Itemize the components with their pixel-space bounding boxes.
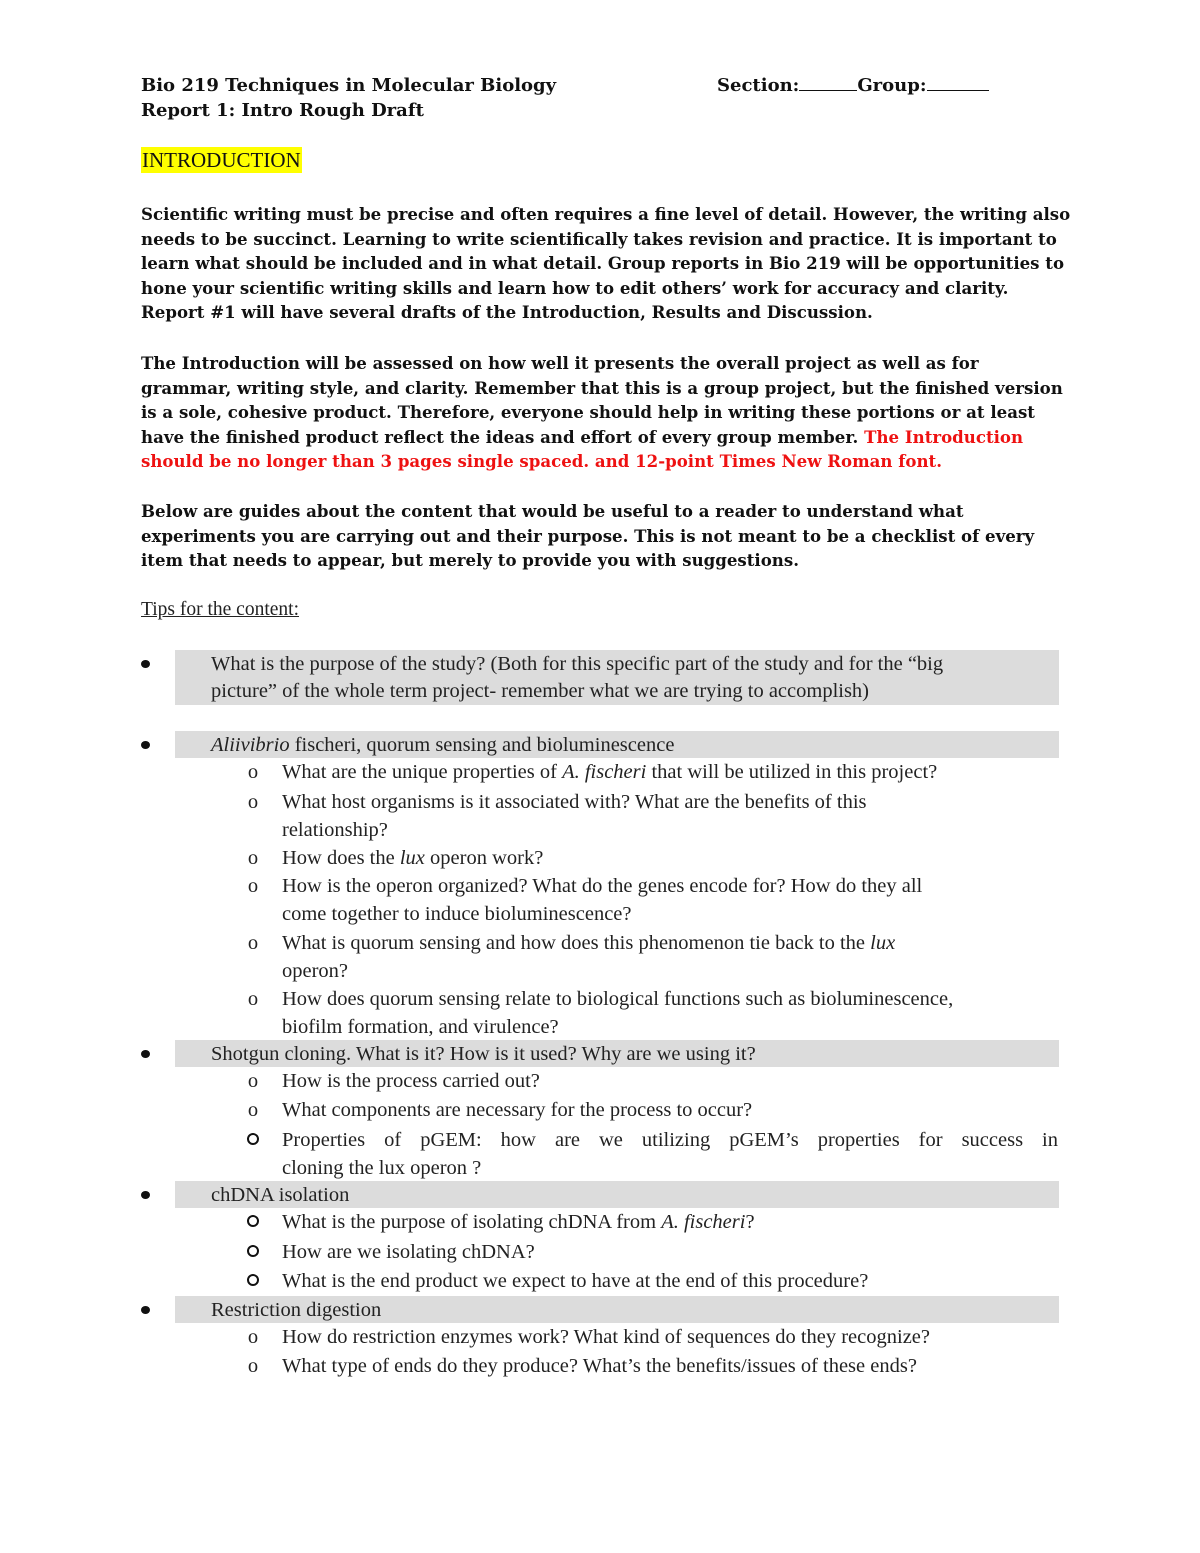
sub-text: operon work? xyxy=(424,847,544,869)
circle-bullet-icon: o xyxy=(247,791,259,813)
section-blank xyxy=(799,76,857,91)
bullet-dot-icon xyxy=(141,1191,150,1199)
paragraph-line: Below are guides about the content that would be useful to a reader to understand what xyxy=(141,501,964,521)
group-blank xyxy=(927,76,989,91)
bullet-line: What is the purpose of the study? (Both for this specific part of the study and for the “big xyxy=(211,653,944,675)
bullet-dot-icon xyxy=(141,741,150,749)
sub-item-text xyxy=(282,1126,1058,1182)
circle-bullet-icon: o xyxy=(247,988,259,1010)
paragraph-1 xyxy=(141,202,1071,325)
bullet-text: Shotgun cloning. What is it? How is it used? Why are we using it? xyxy=(211,1043,756,1065)
sub-line: relationship? xyxy=(282,819,388,841)
bullet-dot-icon xyxy=(141,1306,150,1314)
group-label: Group: xyxy=(857,75,927,96)
sub-item-text: How are we isolating chDNA? xyxy=(282,1241,535,1263)
paragraph-line: The Introduction will be assessed on how well it presents the overall project as well as for xyxy=(141,353,979,373)
paragraph-line: grammar, writing style, and clarity. Remember that this is a group project, but the finished version xyxy=(141,377,1063,398)
paragraph-line: experiments you are carrying out and their purpose. This is not meant to be a checklist of every xyxy=(141,525,1035,546)
sub-item-text xyxy=(282,985,953,1041)
sub-item-text xyxy=(282,1208,755,1236)
introduction-heading: INTRODUCTION xyxy=(142,148,301,172)
sub-line: How does quorum sensing relate to biological functions such as bioluminescence, xyxy=(282,988,954,1010)
sub-line: Properties of pGEM: how are we utilizing pGEM’s properties for success in xyxy=(282,1129,1058,1151)
sub-line: biofilm formation, and virulence? xyxy=(282,1016,559,1038)
sub-text: ? xyxy=(745,1211,755,1233)
length-requirement-text: should be no longer than 3 pages single spaced. and 12-point Times New Roman font. xyxy=(141,451,942,472)
sub-text: What is the purpose of isolating chDNA from xyxy=(282,1211,662,1233)
sub-item-text: What components are necessary for the process to occur? xyxy=(282,1099,753,1121)
sub-item-text xyxy=(282,788,867,844)
circle-bullet-icon: o xyxy=(247,1070,259,1092)
paragraph-line: is a sole, cohesive product. Therefore, everyone should help in writing these portions or at least xyxy=(141,402,1035,423)
gene-name: lux xyxy=(870,932,896,954)
bullet-text: chDNA isolation xyxy=(211,1184,350,1206)
course-title: Bio 219 Techniques in Molecular Biology xyxy=(141,75,557,96)
bullet-line: picture” of the whole term project- remember what we are trying to accomplish) xyxy=(211,680,870,702)
sub-line: come together to induce bioluminescence? xyxy=(282,903,632,925)
paragraph-line: Scientific writing must be precise and often requires a fine level of detail. However, the writing also xyxy=(141,204,1071,224)
circle-bullet-icon: o xyxy=(247,1355,259,1377)
paragraph-line: hone your scientific writing skills and learn how to edit others’ work for accuracy and clarity. xyxy=(141,277,1009,298)
sub-line: operon? xyxy=(282,960,349,982)
bullet-text xyxy=(211,651,943,705)
paragraph-line: Report #1 will have several drafts of the Introduction, Results and Discussion. xyxy=(141,302,873,323)
sub-item-text: How do restriction enzymes work? What kind of sequences do they recognize? xyxy=(282,1326,931,1348)
ring-bullet-icon xyxy=(246,1267,260,1295)
bullet-text-rest: fischeri, quorum sensing and bioluminescence xyxy=(289,734,675,756)
sub-text: How does the xyxy=(282,847,400,869)
sub-item-text xyxy=(282,844,543,872)
species-name: A. fischeri xyxy=(661,1211,746,1233)
circle-bullet-icon: o xyxy=(247,875,259,897)
paragraph-3 xyxy=(141,499,1071,573)
sub-item-text xyxy=(282,929,895,985)
sub-text: that will be utilized in this project? xyxy=(646,761,938,783)
bullet-text xyxy=(211,732,674,759)
sub-item-text xyxy=(282,758,937,786)
species-name: Aliivibrio xyxy=(211,734,290,756)
sub-line: cloning the lux operon ? xyxy=(282,1157,482,1179)
sub-item-text: What is the end product we expect to have at the end of this procedure? xyxy=(282,1270,869,1292)
bullet-text: Restriction digestion xyxy=(211,1299,382,1321)
paragraph-2 xyxy=(141,351,1071,474)
sub-item-text: How is the process carried out? xyxy=(282,1070,540,1092)
paragraph-line xyxy=(141,425,1071,450)
tips-label: Tips for the content: xyxy=(141,599,299,620)
section-group-fields xyxy=(717,75,989,96)
sub-item-text xyxy=(282,872,922,928)
circle-bullet-icon: o xyxy=(247,1326,259,1348)
sub-text: What is quorum sensing and how does this phenomenon tie back to the xyxy=(282,932,871,954)
bullet-dot-icon xyxy=(141,1050,150,1058)
circle-bullet-icon: o xyxy=(247,761,259,783)
circle-bullet-icon: o xyxy=(247,847,259,869)
report-title: Report 1: Intro Rough Draft xyxy=(141,100,424,121)
circle-bullet-icon: o xyxy=(247,1099,259,1121)
paragraph-line: learn what should be included and in what detail. Group reports in Bio 219 will be opportunities to xyxy=(141,253,1065,274)
circle-bullet-icon: o xyxy=(247,932,259,954)
sub-text: What are the unique properties of xyxy=(282,761,563,783)
paragraph-text: have the finished product reflect the ideas and effort of every group member. xyxy=(141,426,859,447)
sub-line xyxy=(282,929,895,957)
paragraph-line: needs to be succinct. Learning to write scientifically takes revision and practice. It is important to xyxy=(141,228,1057,249)
sub-line: What host organisms is it associated with? What are the benefits of this xyxy=(282,791,867,813)
ring-bullet-icon xyxy=(246,1126,260,1154)
ring-bullet-icon xyxy=(246,1238,260,1266)
length-requirement-highlight: The Introduction xyxy=(864,426,1024,447)
species-name: A. fischeri xyxy=(562,761,647,783)
ring-bullet-icon xyxy=(246,1208,260,1236)
paragraph-line: item that needs to appear, but merely to provide you with suggestions. xyxy=(141,550,799,571)
sub-item-text: What type of ends do they produce? What’s the benefits/issues of these ends? xyxy=(282,1355,917,1377)
bullet-dot-icon xyxy=(141,660,150,668)
sub-line: How is the operon organized? What do the genes encode for? How do they all xyxy=(282,875,923,897)
gene-name: lux xyxy=(399,847,425,869)
section-label: Section: xyxy=(717,75,800,96)
